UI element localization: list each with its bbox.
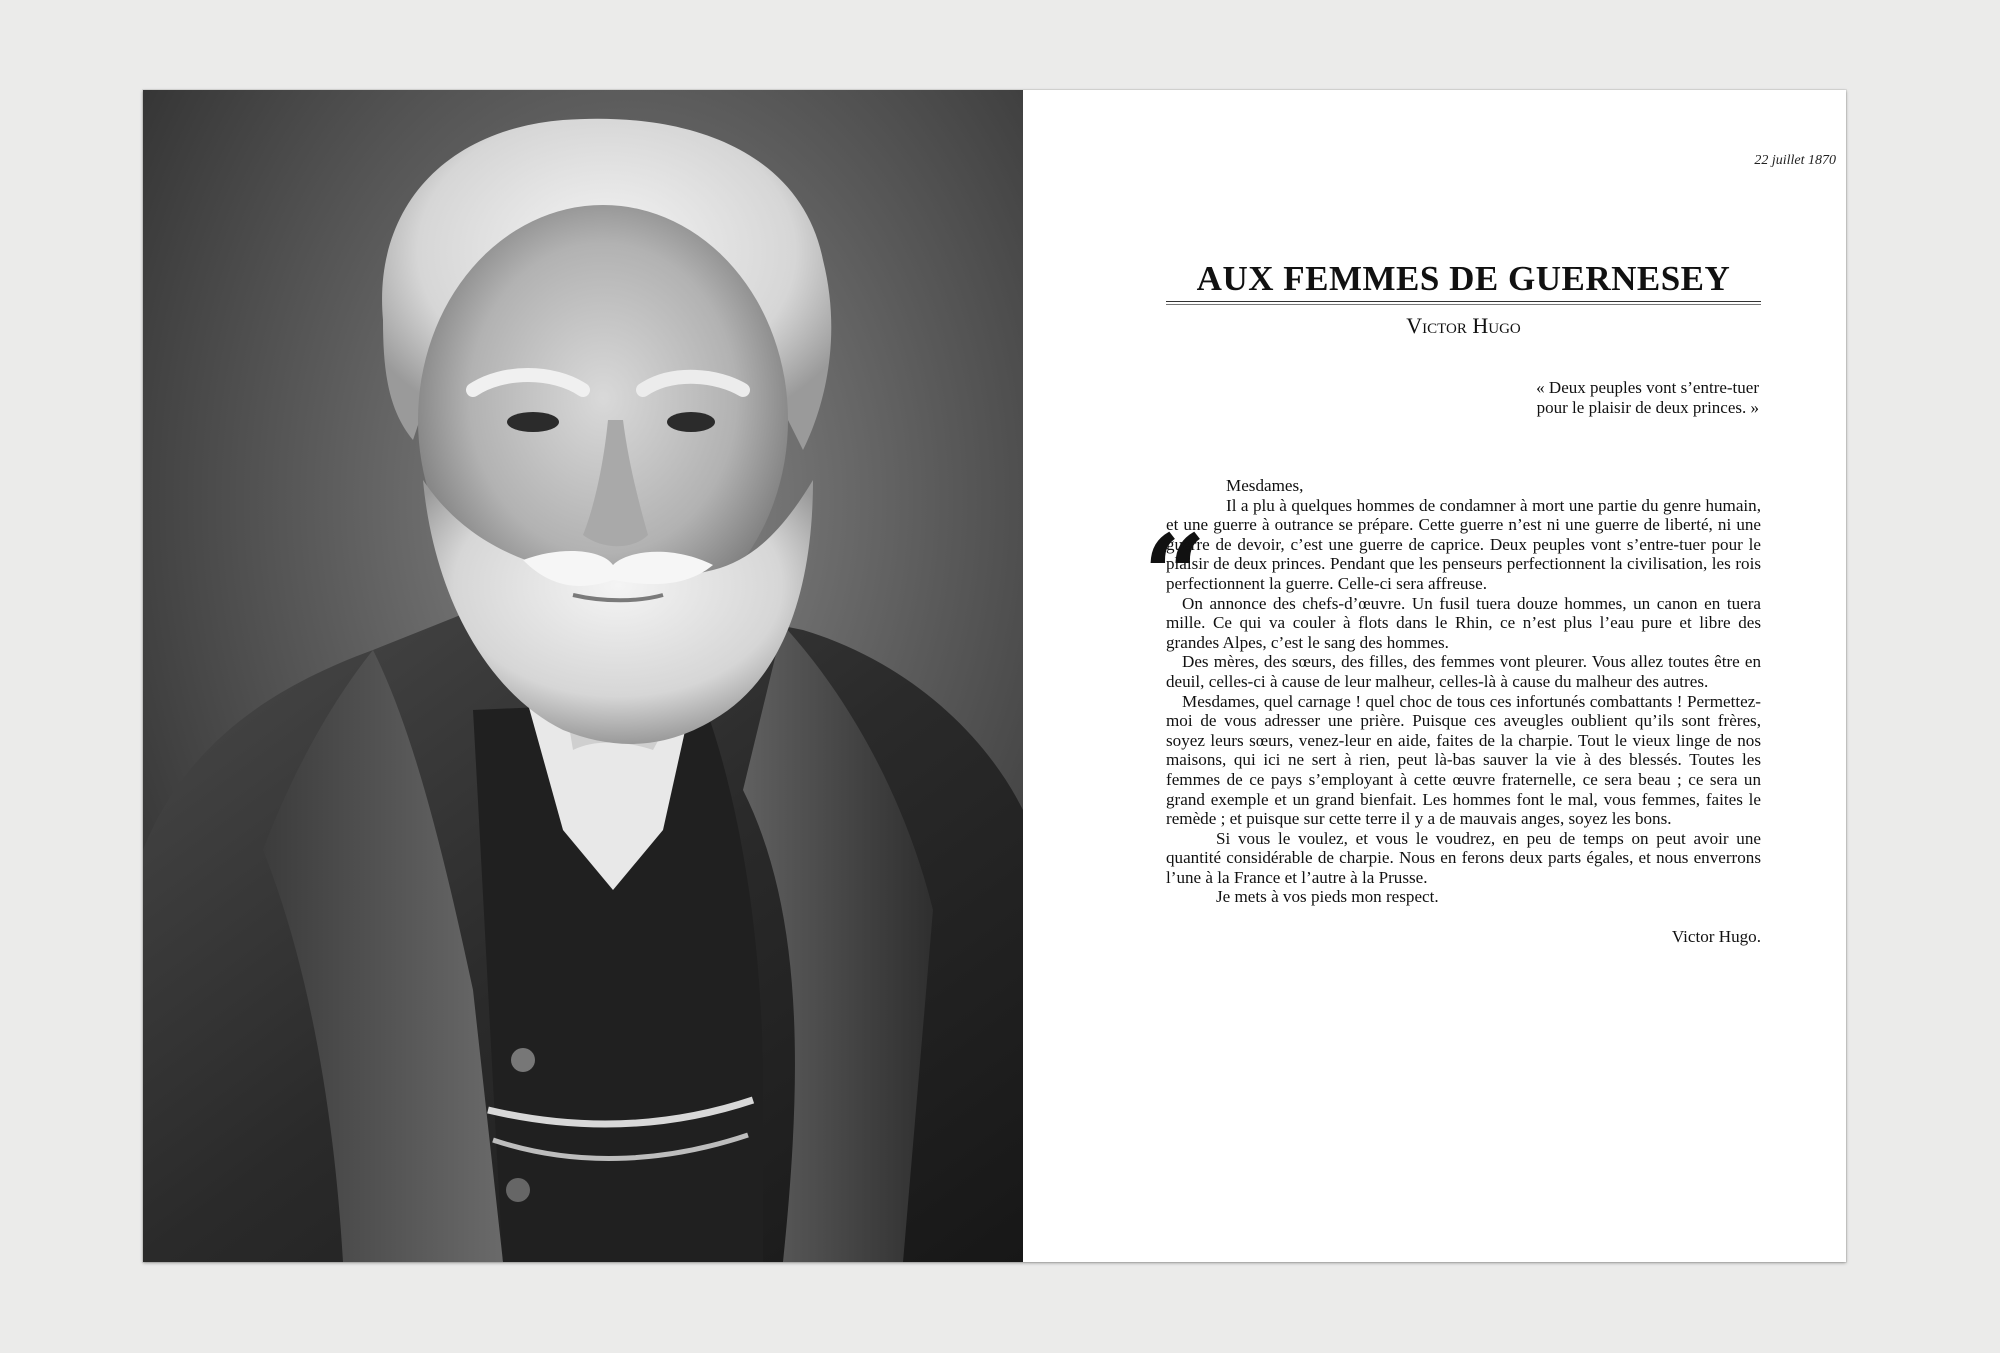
article-author: Victor Hugo: [1406, 313, 1521, 338]
portrait-illustration: [143, 90, 1023, 1262]
epigraph-line: « Deux peuples vont s’entre-tuer: [1536, 378, 1759, 397]
letter-paragraph: Il a plu à quelques hommes de condamner à mort une partie du genre humain, et une guerre à outrance se prépare. Cette guerre n’est ni une guerre de liberté, ni une guerre de devoir, c’est une guerre de caprice. Deux peuples vont s’entre-tuer pour le plaisir de deux princes. Pendant que les penseurs perfectionnent la civilisation, les rois perfectionnent la guerre. Celle-ci sera affreuse.: [1166, 495, 1761, 593]
article-header: [1166, 258, 1761, 339]
epigraph: [1359, 378, 1759, 418]
article-title: AUX FEMMES DE GUERNESEY: [1196, 259, 1731, 298]
letter-body: [1166, 476, 1761, 947]
letter-salutation: Mesdames,: [1226, 476, 1304, 495]
opening-quote-icon: “: [1143, 510, 1207, 639]
letter-paragraph: Mesdames, quel carnage ! quel choc de tous ces infortunés combattants ! Permettez-moi de vous adresser une prière. Puisque ces aveugles oublient qu’ils sont frères, soyez leurs sœurs, venez-leur en aide, faites de la charpie. Tout le vieux linge de nos maisons, qui ici ne sert à rien, peut là-bas sauver la vie à des blessés. Toutes les femmes de ce pays s’employant à cette œuvre fraternelle, ce sera beau ; ce sera un grand exemple et un grand bienfait. Les hommes font le mal, vous femmes, faites le remède ; et puisque sur cette terre il y a de mauvais anges, soyez les bons.: [1166, 691, 1761, 829]
letter-paragraph: Des mères, des sœurs, des filles, des femmes vont pleurer. Vous allez toutes être en deuil, celles-ci à cause de leur malheur, celles-là à cause du malheur des autres.: [1166, 652, 1761, 691]
letter-paragraph: Si vous le voulez, et vous le voudrez, en peu de temps on peut avoir une quantité considérable de charpie. Nous en ferons deux parts égales, et nous enverrons l’une à la France et l’autre à la Prusse.: [1166, 828, 1761, 887]
author-portrait-photo: [143, 90, 1023, 1262]
letter-paragraph: On annonce des chefs-d’œuvre. Un fusil tuera douze hommes, un canon en tuera mille. Ce qui va couler à flots dans le Rhin, ce n’est plus l’eau pure et libre des grandes Alpes, c’est le sang des hommes.: [1166, 593, 1761, 652]
epigraph-line: pour le plaisir de deux princes. »: [1536, 398, 1759, 417]
magazine-spread: [143, 90, 1846, 1262]
letter-paragraph: Je mets à vos pieds mon respect.: [1216, 887, 1439, 907]
title-underline-rule: [1166, 301, 1761, 305]
issue-date: 22 juillet 1870: [1754, 153, 1836, 168]
letter-signature: Victor Hugo.: [1671, 927, 1761, 947]
